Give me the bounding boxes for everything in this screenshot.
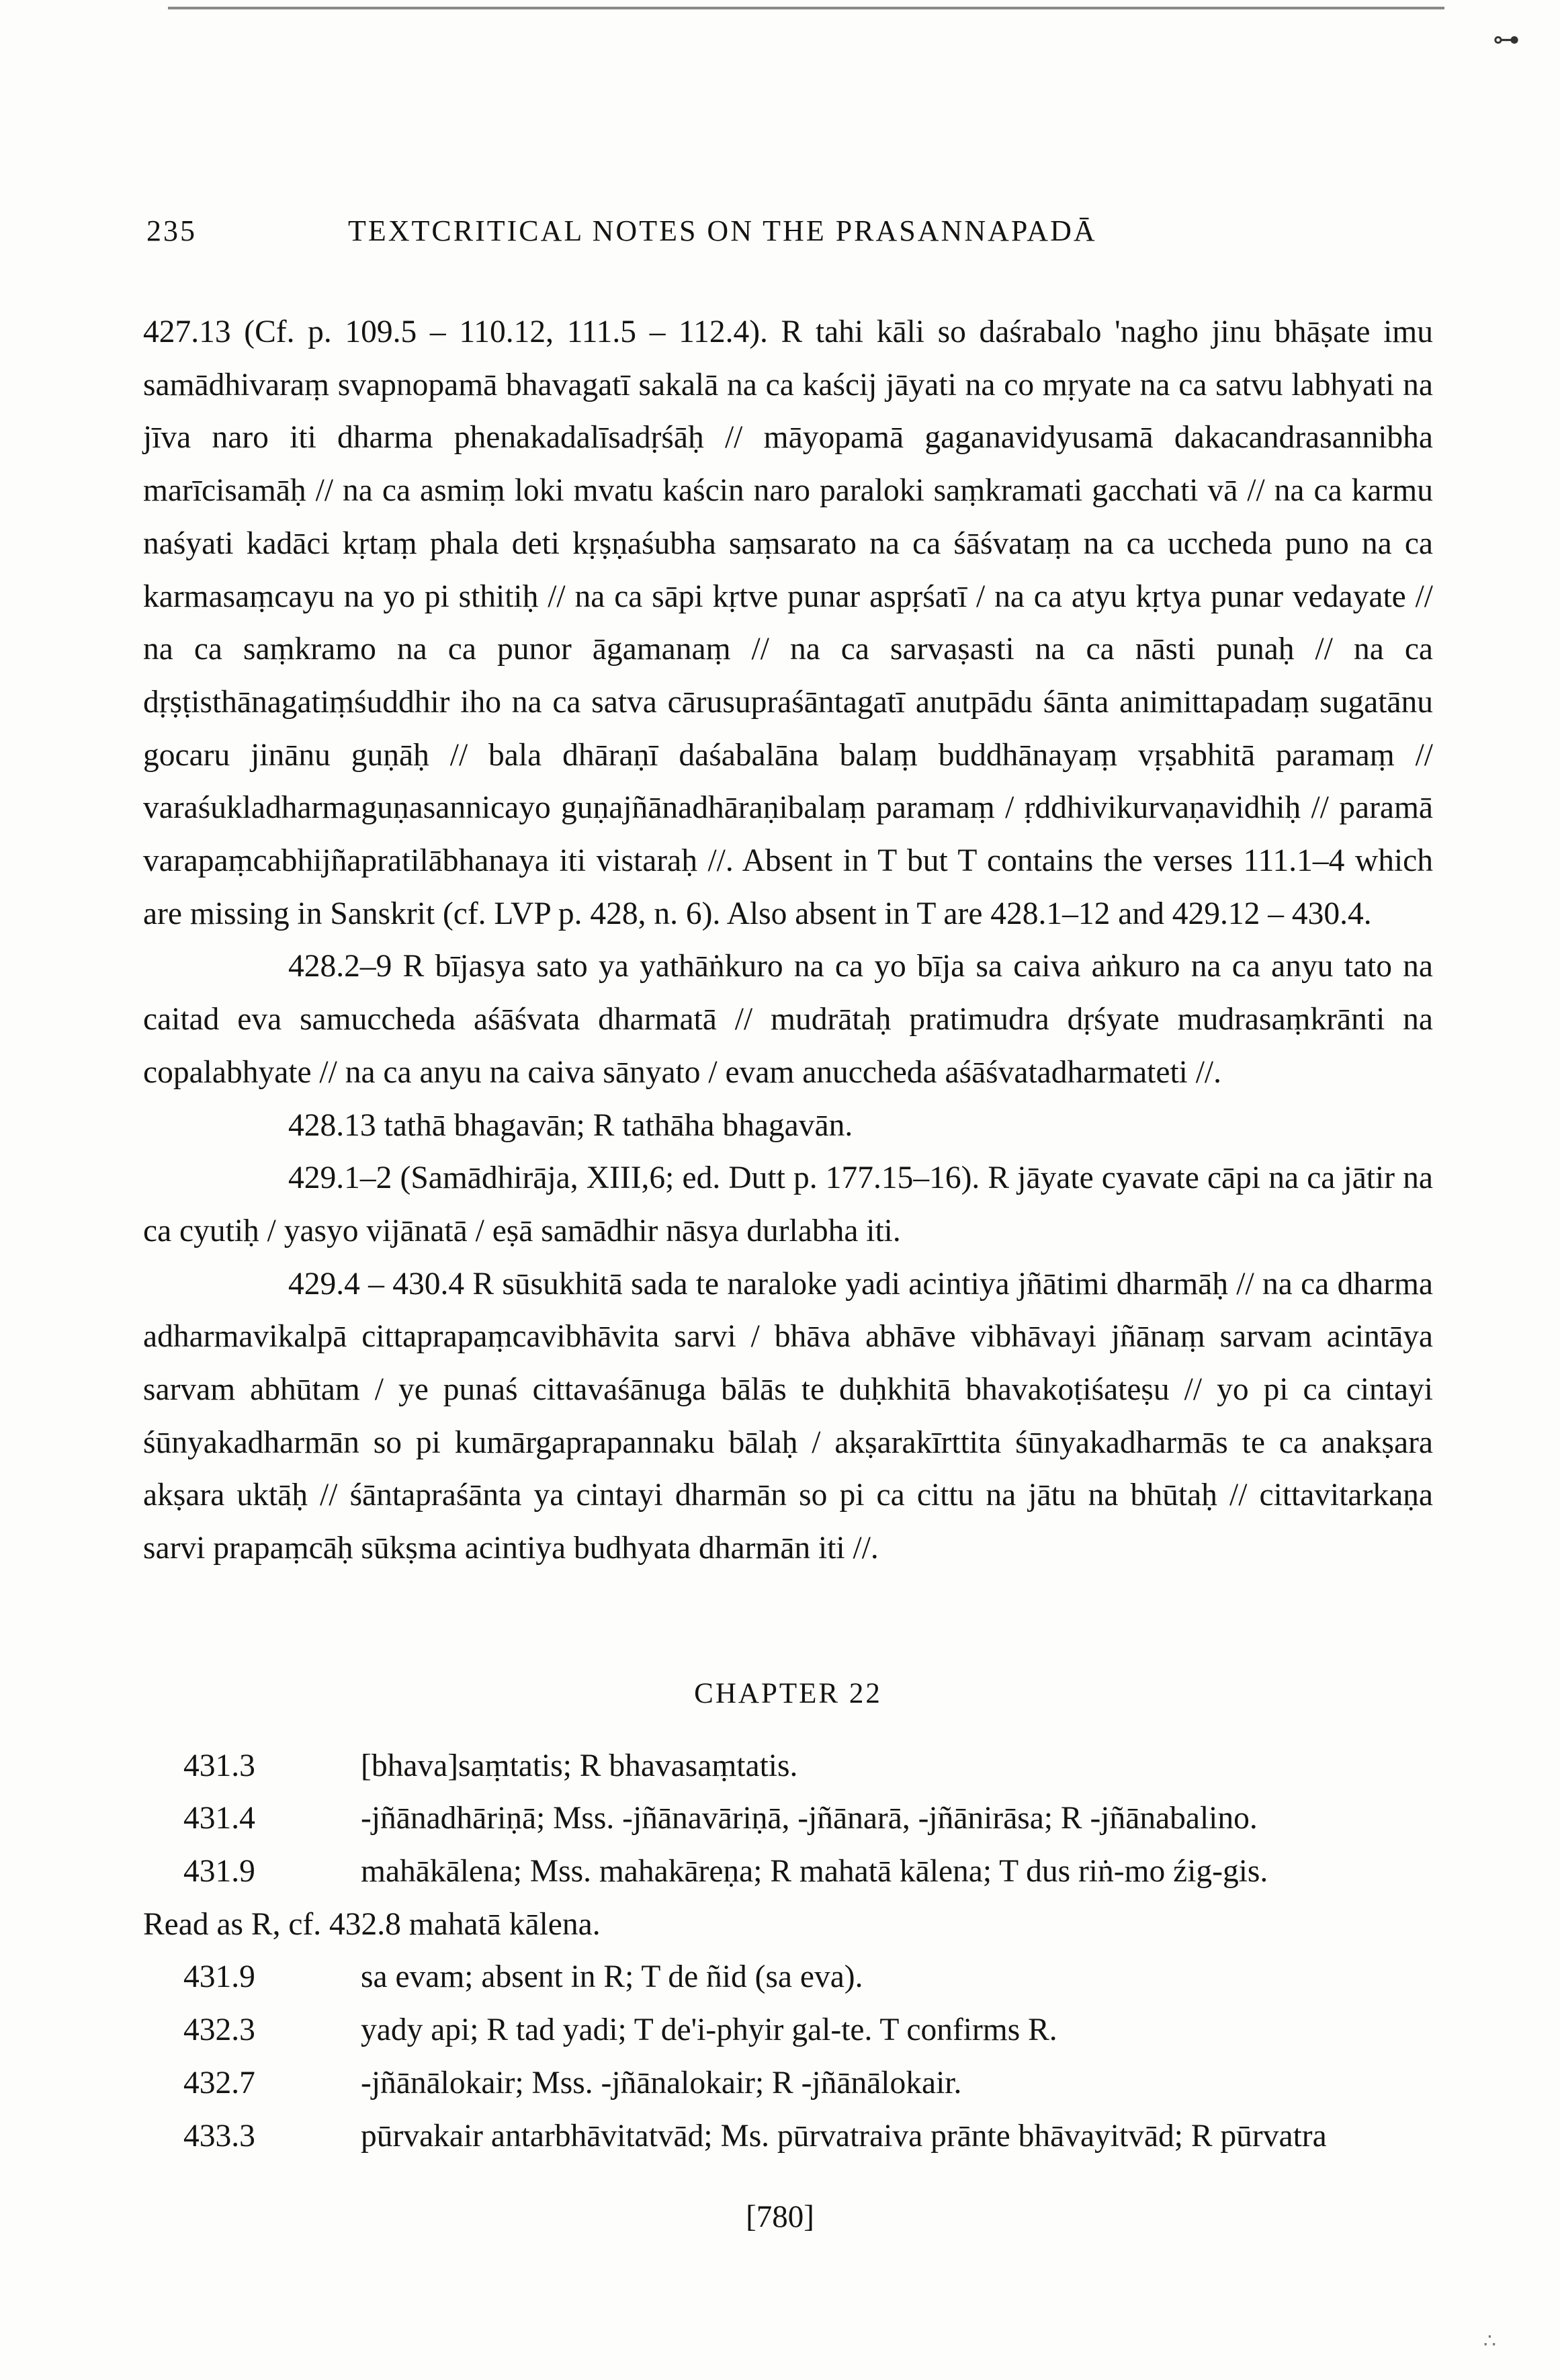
scan-artifact: ∴ xyxy=(1483,2330,1496,2352)
note-text: -jñānadhāriṇā; Mss. -jñānavāriṇā, -jñānarā, -jñānirāsa; R -jñānabalino. xyxy=(361,1801,1258,1836)
note-text: mahākālena; Mss. mahakāreṇa; R mahatā kālena; T dus riṅ-mo źig-gis. xyxy=(361,1853,1268,1889)
note-paragraph: 429.1–2 (Samādhirāja, XIII,6; ed. Dutt p. 177.15–16). R jāyate cyavate cāpi na ca jātir na ca cyutiḥ / yasyo vijānatā / eṣā samādhir nāsya durlabha iti. xyxy=(143,1160,1433,1248)
note-text: -jñānālokair; Mss. -jñānalokair; R -jñānālokair. xyxy=(361,2065,962,2100)
page-number: 235 xyxy=(146,214,197,247)
note-text: sa evam; absent in R; T de ñid (sa eva). xyxy=(361,1959,863,1995)
note-line xyxy=(143,1845,1433,1898)
note-line xyxy=(143,2110,1433,2163)
note-text: [bhava]saṃtatis; R bhavasaṃtatis. xyxy=(361,1748,798,1783)
note-ref: 432.7 xyxy=(183,2065,255,2100)
note-line xyxy=(143,1792,1433,1845)
note-paragraph-427-13: 427.13 (Cf. p. 109.5 – 110.12, 111.5 – 112.4). R tahi kāli so daśrabalo 'nagho jinu bhāṣate imu samādhivaraṃ svapnopamā bhavagatī sakalā na ca kaścij jāyati na co mṛyate na ca satvu labhyati na jīva naro iti dharma phenakadalīsadṛśāḥ // māyopamā gaganavidyusamā dakacandrasannibha marīcisamāḥ // na ca asmiṃ loki mvatu kaścin naro paraloki saṃkramati gacchati vā // na ca karmu naśyati kadāci kṛtaṃ phala deti kṛṣṇaśubha saṃsarato na ca śāśvataṃ na ca uccheda puno na ca karmasaṃcayu na yo pi sthitiḥ // na ca sāpi kṛtve punar aspṛśatī / na ca atyu kṛtya punar vedayate // na ca saṃkramo na ca punor āgamanaṃ // na ca sarvaṣasti na ca nāsti punaḥ // na ca dṛṣṭisthānagatiṃśuddhir iho na ca satva cārusupraśāntagatī anutpādu śānta animittapadaṃ sugatānu gocaru jinānu guṇāḥ // bala dhāraṇī daśabalāna balaṃ buddhānayaṃ vṛṣabhitā paramaṃ // varaśukladharmaguṇasannicayo guṇajñānadhāraṇibalaṃ paramaṃ / ṛddhivikurvaṇavidhiḥ // paramā varapaṃcabhijñapratilābhanaya iti vistaraḥ //. Absent in T but T contains the verses 111.1–4 which are missing in Sanskrit (cf. LVP p. 428, n. 6). Also absent in T are 428.1–12 and 429.12 – 430.4. xyxy=(143,314,1433,931)
note-continuation xyxy=(143,1898,1433,1951)
chapter-heading: CHAPTER 22 xyxy=(694,1677,882,1709)
note-line xyxy=(143,1951,1433,2004)
note-paragraph: 429.4 – 430.4 R sūsukhitā sada te naraloke yadi acintiya jñātimi dharmāḥ // na ca dharma adharmavikalpā cittaprapaṃcavibhāvita sarvi / bhāva abhāve vibhāvayi jñānaṃ sarvam acintāya sarvam abhūtam / ye punaś cittavaśānuga bālās te duḥkhitā bhavakoṭiśateṣu // yo pi ca cintayi śūnyakadharmān so pi kumārgaprapannaku bālaḥ / akṣarakīrttita śūnyakadharmās te ca anakṣara akṣara uktāḥ // śāntapraśānta ya cintayi dharmān so pi ca cittu na jātu na bhūtaḥ // cittavitarkaṇa sarvi prapaṃcāḥ sūkṣma acintiya budhyata dharmān iti //. xyxy=(143,1266,1433,1566)
note-text: Read as R, cf. 432.8 mahatā kālena. xyxy=(143,1906,601,1942)
note-line xyxy=(143,1740,1433,1793)
note-ref: 433.3 xyxy=(183,2118,255,2154)
note-ref: 431.3 xyxy=(183,1748,255,1783)
note-ref: 431.4 xyxy=(183,1801,255,1836)
note-ref: 431.9 xyxy=(183,1853,255,1889)
note-paragraph: 428.2–9 R bījasya sato ya yathāṅkuro na ca yo bīja sa caiva aṅkuro na ca anyu tato na caitad eva samuccheda aśāśvata dharmatā // mudrātaḥ pratimudra dṛśyate mudrasaṃkrānti na copalabhyate // na ca anyu na caiva sānyato / evam anuccheda aśāśvatadharmateti //. xyxy=(143,949,1433,1090)
note-line xyxy=(143,2004,1433,2057)
page-footer-marker: [780] xyxy=(746,2199,814,2234)
note-ref: 431.9 xyxy=(183,1959,255,1995)
note-text: yady api; R tad yadi; T de'i-phyir gal-te. T confirms R. xyxy=(361,2012,1057,2048)
running-title: TEXTCRITICAL NOTES ON THE PRASANNAPADĀ xyxy=(348,214,1097,247)
note-line xyxy=(143,2057,1433,2110)
page-body xyxy=(143,306,1433,2162)
note-ref: 432.3 xyxy=(183,2012,255,2048)
note-text: pūrvakair antarbhāvitatvād; Ms. pūrvatraiva prānte bhāvayitvād; R pūrvatra xyxy=(361,2118,1327,2154)
running-header xyxy=(146,214,1423,248)
scan-artifact: ⊶ xyxy=(1493,24,1520,54)
scan-top-rule xyxy=(168,7,1444,9)
note-paragraph: 428.13 tathā bhagavān; R tathāha bhagavān. xyxy=(288,1107,853,1143)
